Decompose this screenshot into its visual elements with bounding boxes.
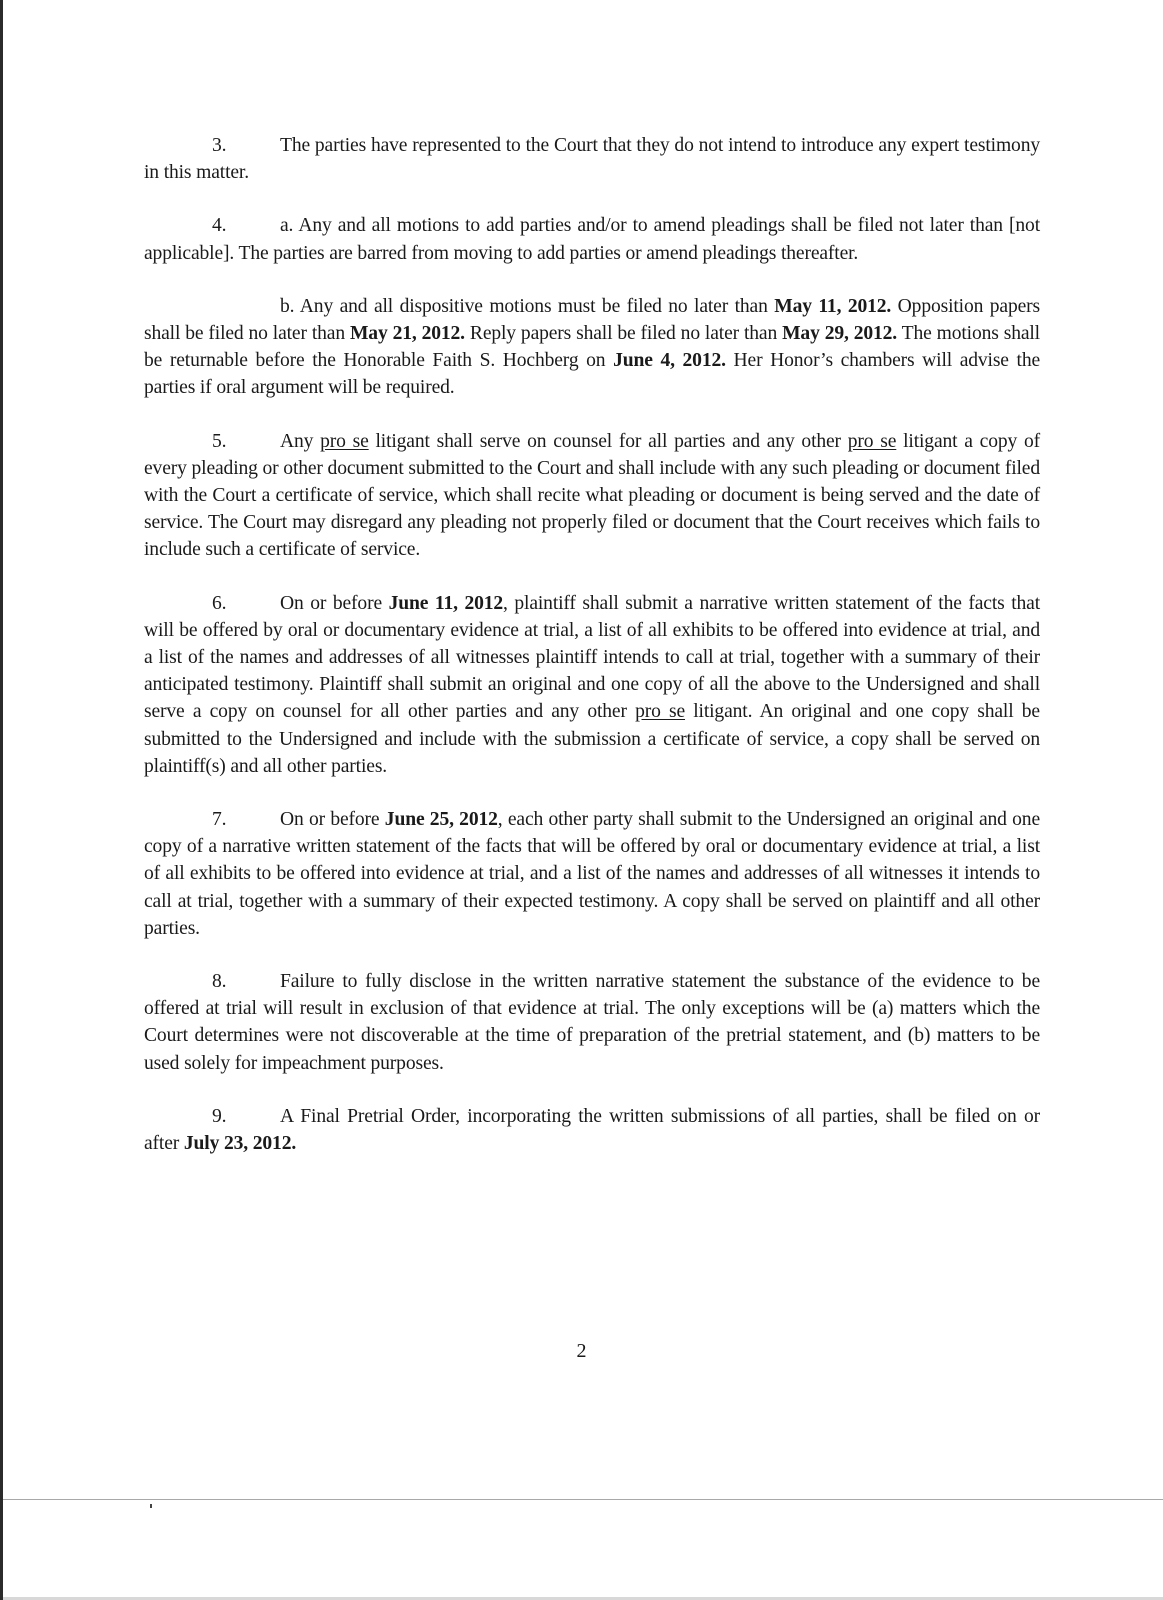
paragraph-number: 8.: [212, 971, 227, 993]
paragraph-number: 3.: [212, 135, 227, 156]
paragraph-number: 4.: [212, 215, 227, 237]
text-run: A Final Pretrial Order, incorporating the written submissions of all parties, shall be filed on or after: [144, 1105, 1040, 1155]
text-run: The motions shall be returnable before the Honorable Faith S. Hochberg on: [144, 323, 1040, 372]
paragraph-6: [144, 590, 1040, 780]
text-run: litigant a copy of every pleading or other document submitted to the Court and shall include with any such pleading or document filed with the Court a certificate of service, which shall recite what pleading or document is being served and the date of service. The Court may disregard any pleading not properly filed or document that the Court receives which fails to include such a certificate of service.: [144, 430, 1040, 561]
paragraph-text: [144, 593, 1040, 777]
bold-date: June 4, 2012.: [613, 350, 726, 372]
underlined-term: pro se: [847, 430, 897, 452]
text-run: , plaintiff shall submit a narrative written statement of the facts that will be offered by oral or documentary evidence at trial, a list of all exhibits to be offered into evidence at trial, and a list of the names and addresses of all witnesses plaintiff intends to call at trial, together with a summary of their anticipated testimony. Plaintiff shall submit an original and one copy of all the above to the Undersigned and shall serve a copy on counsel for all other parties and any other: [144, 592, 1041, 723]
text-run: litigant shall serve on counsel for all parties and any other: [368, 430, 848, 452]
text-run: Failure to fully disclose in the written narrative statement the substance of the evidence to be offered at trial will result in exclusion of that evidence at trial. The only exceptions will be (a) matters which the Court determines were not discoverable at the time of preparation of the pretrial statement, and (b) matters to be used solely for impeachment purposes.: [144, 971, 1040, 1074]
text-run: Opposition papers shall be filed no later than: [144, 295, 1040, 345]
paragraph-9: [144, 1103, 1040, 1157]
scan-fold-line: [3, 1499, 1163, 1500]
document-body: [144, 132, 1040, 1183]
text-run: Her Honor’s chambers will advise the parties if oral argument will be required.: [144, 350, 1041, 399]
paragraph-number: 6.: [212, 592, 227, 614]
text-run: Any: [280, 430, 321, 452]
text-run: Reply papers shall be filed no later than: [464, 323, 783, 345]
paragraph-7: [144, 806, 1040, 942]
text-run: The parties have represented to the Court that they do not intend to introduce any expert testimony in this matter.: [144, 135, 1040, 184]
text-run: , each other party shall submit to the Undersigned an original and one copy of a narrative written statement of the facts that will be offered by oral or documentary evidence at trial, a list of all exhibits to be offered into evidence at trial, and a list of the names and addresses of all witnesses it intends to call at trial, together with a summary of their expected testimony. A copy shall be served on plaintiff and all other parties.: [144, 809, 1040, 939]
paragraph-number: 7.: [212, 809, 227, 831]
paragraph-number: 9.: [212, 1105, 227, 1127]
scan-speck: [150, 1504, 152, 1508]
paragraph-5: [144, 428, 1040, 564]
text-run: On or before: [280, 592, 389, 614]
bold-date: June 11, 2012: [388, 592, 504, 614]
bold-date: May 11, 2012.: [774, 295, 892, 317]
text-run: a. Any and all motions to add parties and/or to amend pleadings shall be filed not later than [not applicable]. The parties are barred from moving to add parties or amend pleadings thereafter.: [144, 215, 1040, 264]
paragraph-4b: [144, 293, 1040, 402]
paragraph-4a: [144, 212, 1040, 266]
bold-date: May 29, 2012.: [782, 323, 898, 345]
text-run: litigant. An original and one copy shall be submitted to the Undersigned and include with the submission a certificate of service, a copy shall be served on plaintiff(s) and all other parties.: [144, 701, 1040, 777]
bold-date: May 21, 2012.: [349, 323, 465, 345]
bold-date: July 23, 2012.: [183, 1133, 297, 1155]
paragraph-3: [144, 132, 1040, 186]
bold-date: June 25, 2012: [384, 809, 498, 831]
page-number: 2: [576, 1340, 587, 1362]
underlined-term: pro se: [635, 701, 686, 723]
underlined-term: pro se: [320, 430, 369, 452]
paragraph-number: 5.: [212, 430, 227, 452]
paragraph-text: [144, 296, 1040, 399]
text-run: b. Any and all dispositive motions must be filed no later than: [280, 295, 775, 317]
paragraph-8: [144, 968, 1040, 1077]
text-run: On or before: [280, 809, 385, 831]
